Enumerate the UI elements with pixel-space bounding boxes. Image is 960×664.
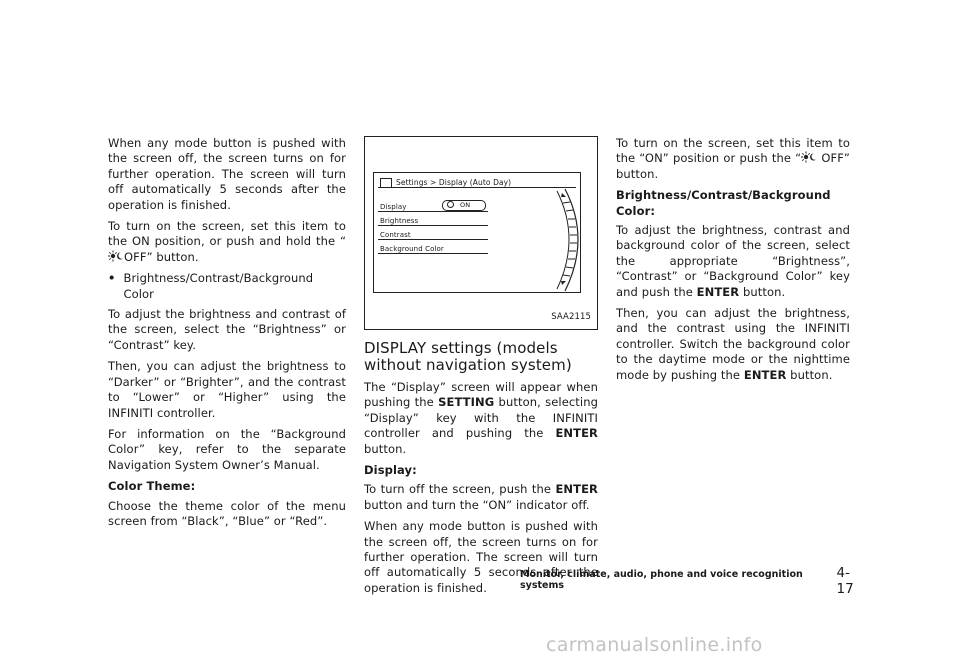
text: OFF” button. xyxy=(124,249,199,264)
bold-term: ENTER xyxy=(555,482,598,497)
menu-item-brightness: Brightness xyxy=(380,217,419,225)
screen-title: Settings > Display (Auto Day) xyxy=(380,175,511,190)
subheading: Color Theme: xyxy=(108,479,196,494)
figure-id: SAA2115 xyxy=(551,311,591,322)
page-number: 4-17 xyxy=(836,565,854,597)
screen-illustration xyxy=(373,172,581,293)
bold-term: ENTER xyxy=(555,426,598,441)
paragraph: To adjust the brightness and contrast of the screen, select the “Brightness” or “Contrast” key. xyxy=(108,307,346,352)
paragraph: Then, you can adjust the brightness, and the contrast using the INFINITI controller. Switch the background color to the daytime mode or the nighttime mode by pushing the ENTER button. xyxy=(616,306,850,382)
scroll-dial-icon xyxy=(469,187,581,292)
paragraph: When any mode button is pushed with the screen off, the screen turns on for further operation. The screen will turn off automatically 5 seconds after the operation is finished. xyxy=(108,136,346,212)
right-column xyxy=(616,136,850,389)
paragraph: To adjust the brightness, contrast and background color of the screen, select the appropriate “Brightness”, “Contrast” or “Background Color” key and push the ENTER button. xyxy=(616,223,850,299)
subheading: Brightness/Contrast/Background Color: xyxy=(616,188,831,218)
bold-term: ENTER xyxy=(696,284,740,299)
section-title: DISPLAY settings (models without navigation system) xyxy=(364,339,572,374)
display-settings-figure xyxy=(364,136,598,330)
paragraph: For information on the “Background Color” key, refer to the separate Navigation System Owner’s Manual. xyxy=(108,426,346,472)
paragraph xyxy=(108,219,346,265)
sun-moon-icon xyxy=(801,151,817,163)
watermark: carmanualsonline.info xyxy=(546,634,763,656)
on-indicator: ON xyxy=(442,200,486,211)
text: To turn on the screen, set this item to the ON position, or push and hold the “ xyxy=(108,219,346,249)
bold-term: ENTER xyxy=(743,367,787,382)
sun-moon-icon xyxy=(108,250,124,262)
bullet-text: Brightness/Contrast/Background Color xyxy=(123,271,314,301)
footer-section-title: Monitor, climate, audio, phone and voice recognition systems xyxy=(520,569,803,591)
paragraph: To turn off the screen, push the ENTER button and turn the “ON” indicator off. xyxy=(364,482,598,512)
middle-column xyxy=(364,136,598,602)
menu-item-contrast: Contrast xyxy=(380,231,411,239)
menu-item-display: Display xyxy=(380,203,407,211)
left-column xyxy=(108,136,346,535)
menu-item-background-color: Background Color xyxy=(380,245,444,253)
page-footer xyxy=(520,565,865,597)
bold-term: SETTING xyxy=(438,395,495,410)
paragraph: The “Display” screen will appear when pushing the SETTING button, selecting “Display” key with the INFINITI controller and pushing the ENTER button. xyxy=(364,380,598,456)
subheading: Display: xyxy=(364,463,417,478)
paragraph: When any mode button is pushed with the screen off, the screen turns on for further operation. The screen will turn off automatically 5 seconds after the operation is finished. xyxy=(364,519,598,595)
paragraph: Choose the theme color of the menu screen from “Black”, “Blue” or “Red”. xyxy=(108,498,346,528)
paragraph: To turn on the screen, set this item to the “ON” position or push the “ OFF” button. xyxy=(616,136,850,181)
bullet-item: • Brightness/Contrast/Background Color xyxy=(108,271,346,302)
paragraph: Then, you can adjust the brightness to “Darker” or “Brighter”, and the contrast to “Lower” or “Higher” using the INFINITI controller. xyxy=(108,359,346,420)
